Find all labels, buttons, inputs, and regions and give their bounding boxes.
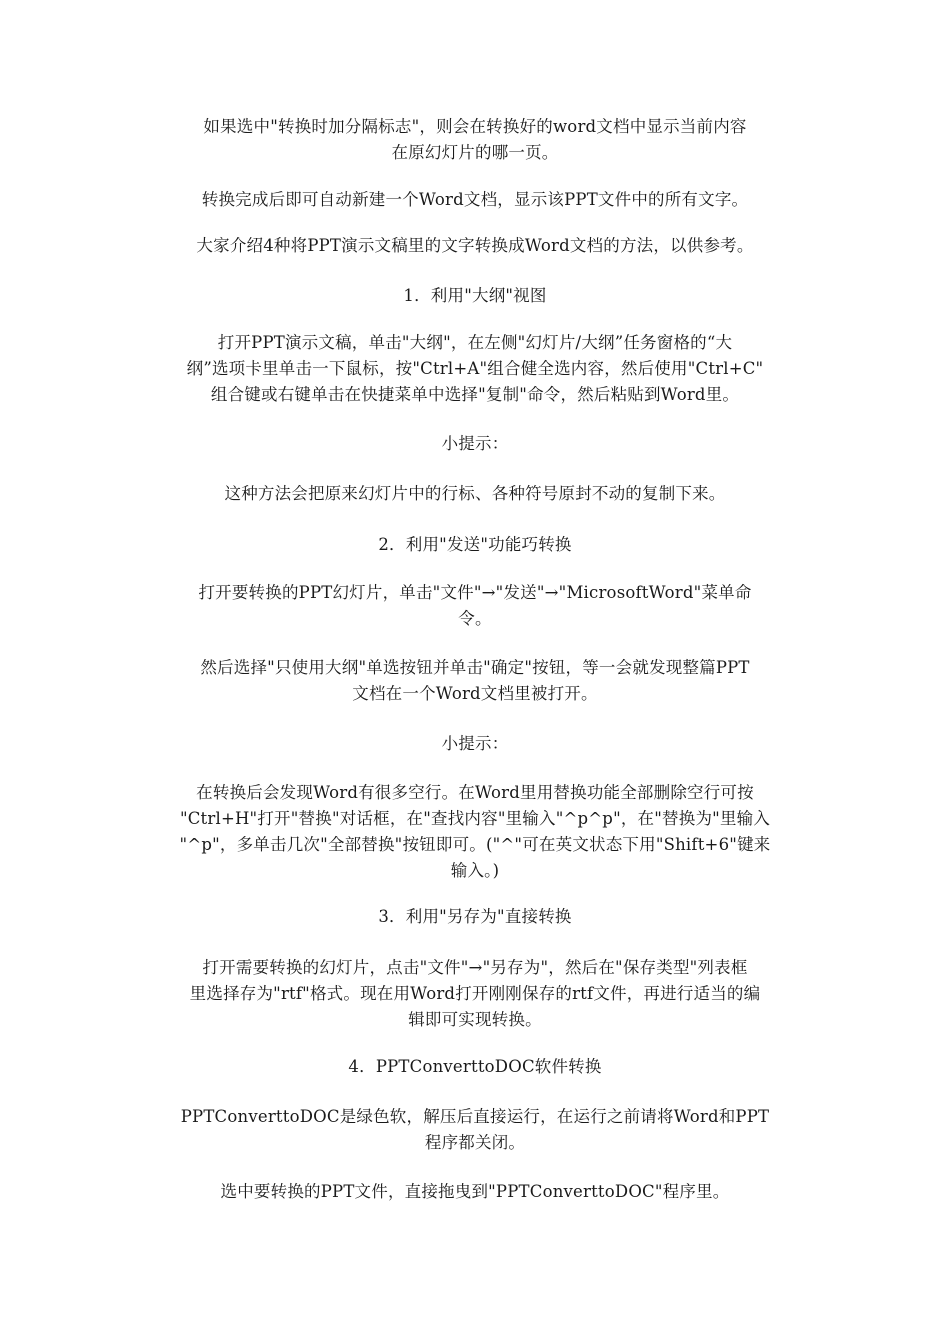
text-line: 小提示： [441, 434, 509, 453]
text-line: 如果选中"转换时加分隔标志"，则会在转换好的word文档中显示当前内容 [203, 117, 747, 136]
paragraph-tip-1 [150, 481, 800, 507]
text-line: 大家介绍4种将PPT演示文稿里的文字转换成Word文档的方法，以供参考。 [196, 236, 754, 255]
text-line: 打开PPT演示文稿，单击"大纲"，在左侧"幻灯片/大纲”任务窗格的“大 [217, 333, 733, 352]
text-line: PPTConverttoDOC是绿色软，解压后直接运行，在运行之前请将Word和PPT [180, 1107, 770, 1126]
text-line: "^p"，多单击几次"全部替换"按钮即可。("^"可在英文状态下用"Shift+6"键来 [179, 835, 771, 854]
text-line: 在原幻灯片的哪一页。 [391, 143, 559, 162]
heading-method-2 [150, 532, 800, 558]
paragraph-method-1-body [150, 330, 800, 408]
text-line: 组合键或右键单击在快捷菜单中选择"复制"命令，然后粘贴到Word里。 [210, 385, 740, 404]
text-line: 转换完成后即可自动新建一个Word文档，显示该PPT文件中的所有文字。 [201, 190, 749, 209]
text-line: 程序都关闭。 [424, 1133, 526, 1152]
text-line: 文档在一个Word文档里被打开。 [352, 684, 598, 703]
text-line: 打开要转换的PPT幻灯片，单击"文件"→"发送"→"MicrosoftWord"菜单命 [198, 583, 752, 602]
text-line: 辑即可实现转换。 [408, 1010, 542, 1029]
paragraph-conversion-done [150, 187, 800, 213]
text-line: 然后选择"只使用大纲"单选按钮并单击"确定"按钮，等一会就发现整篇PPT [200, 658, 750, 677]
paragraph-method-2-result [150, 655, 800, 707]
text-line: 小提示： [441, 734, 509, 753]
text-line: "Ctrl+H"打开"替换"对话框，在"查找内容"里输入"^p^p"，在"替换为"里输入 [179, 809, 771, 828]
text-line: 2．利用"发送"功能巧转换 [378, 535, 572, 554]
tip-label-2 [150, 731, 800, 757]
text-line: 选中要转换的PPT文件，直接拖曳到"PPTConverttoDOC"程序里。 [220, 1182, 730, 1201]
text-line: 1．利用"大纲"视图 [403, 286, 547, 305]
text-line: 打开需要转换的幻灯片，点击"文件"→"另存为"，然后在"保存类型"列表框 [202, 958, 748, 977]
text-line: 在转换后会发现Word有很多空行。在Word里用替换功能全部删除空行可按 [196, 783, 754, 802]
tip-label-1 [150, 431, 800, 457]
text-line: 4．PPTConverttoDOC软件转换 [348, 1057, 602, 1076]
heading-method-1 [150, 283, 800, 309]
heading-method-4 [150, 1054, 800, 1080]
paragraph-method-4-drag [150, 1179, 800, 1205]
text-line: 3．利用"另存为"直接转换 [378, 907, 572, 926]
paragraph-method-3-body [140, 955, 810, 1033]
paragraph-method-2-body [150, 580, 800, 632]
heading-method-3 [150, 904, 800, 930]
text-line: 这种方法会把原来幻灯片中的行标、各种符号原封不动的复制下来。 [224, 484, 726, 503]
paragraph-method-4-body [150, 1104, 800, 1156]
paragraph-separator-note [150, 114, 800, 166]
text-line: 纲”选项卡里单击一下鼠标，按"Ctrl+A"组合健全选内容，然后使用"Ctrl+C" [186, 359, 764, 378]
text-line: 输入。) [450, 861, 500, 880]
paragraph-tip-2 [140, 780, 810, 884]
text-line: 令。 [458, 609, 492, 628]
paragraph-intro [130, 233, 820, 259]
text-line: 里选择存为"rtf"格式。现在用Word打开刚刚保存的rtf文件，再进行适当的编 [189, 984, 761, 1003]
